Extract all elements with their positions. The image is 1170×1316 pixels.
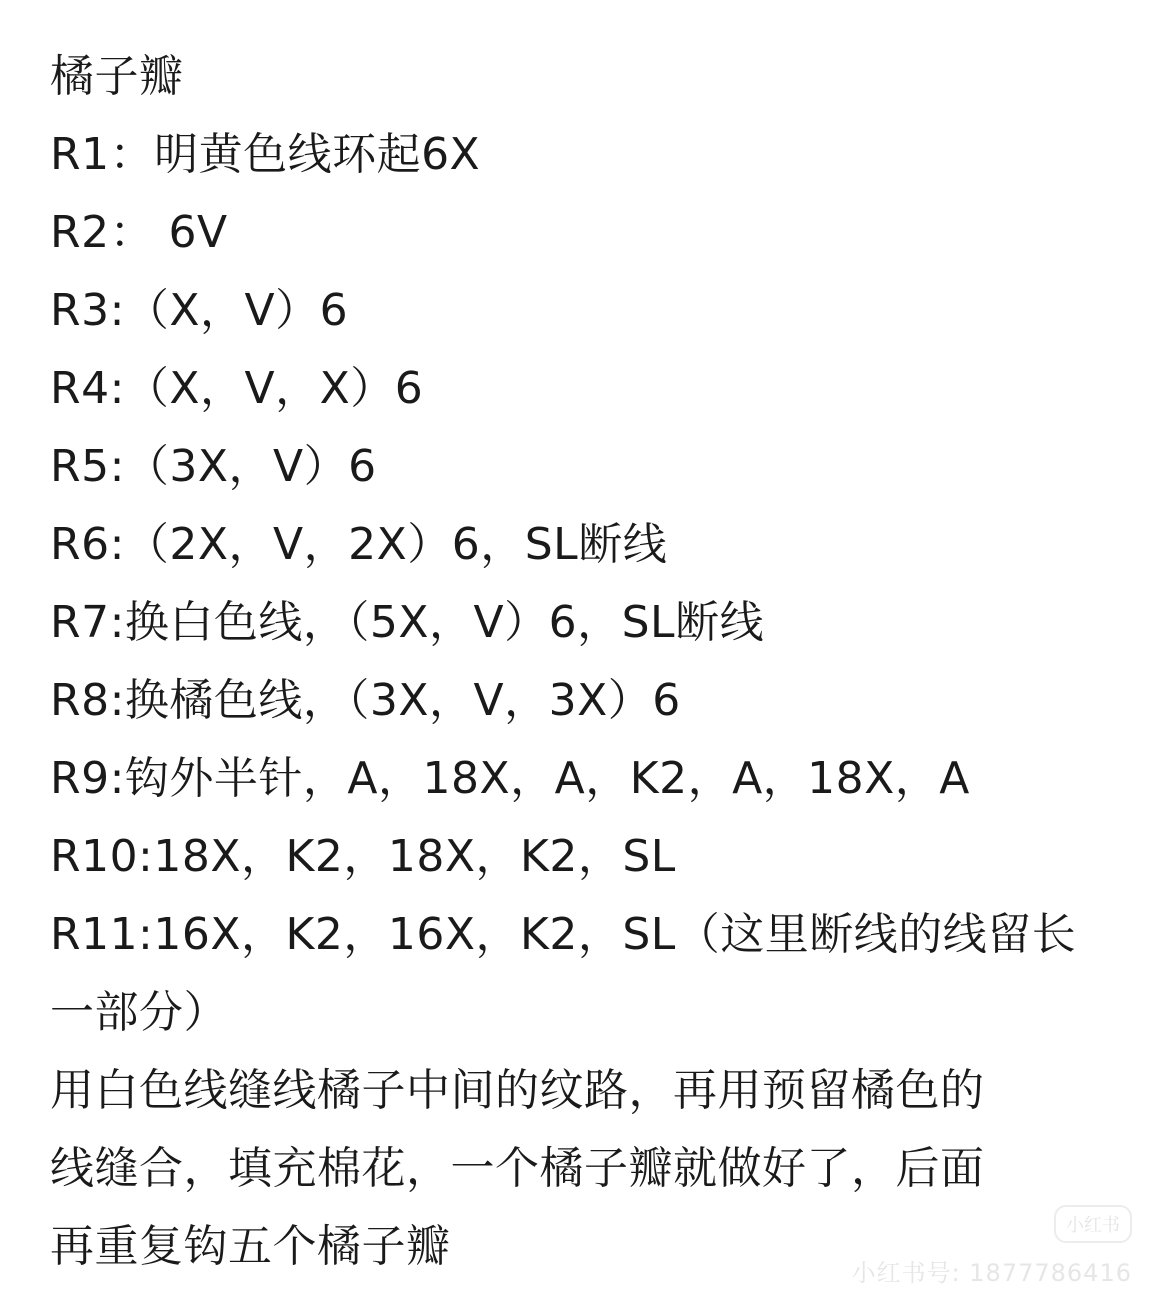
row-7: R7:换白色线，（5X，V）6，SL断线 <box>50 597 765 648</box>
row-2: R2： 6V <box>50 207 228 258</box>
row-1: R1：明黄色线环起6X <box>50 129 481 180</box>
recipe-text <box>50 38 1130 1286</box>
row-10: R10:18X，K2，18X，K2，SL <box>50 831 676 882</box>
row-4: R4:（X，V，X）6 <box>50 363 424 414</box>
watermark-logo: 小红书 <box>1054 1205 1132 1243</box>
row-5: R5:（3X，V）6 <box>50 441 377 492</box>
finishing-note-line-2: 线缝合，填充棉花，一个橘子瓣就做好了，后面 <box>50 1143 985 1194</box>
row-6: R6:（2X，V，2X）6，SL断线 <box>50 519 668 570</box>
finishing-note-line-1: 用白色线缝线橘子中间的纹路，再用预留橘色的 <box>50 1065 985 1116</box>
watermark <box>852 1205 1132 1288</box>
row-9: R9:钩外半针，A，18X，A，K2，A，18X，A <box>50 753 970 804</box>
row-3: R3:（X，V）6 <box>50 285 349 336</box>
watermark-user-id: 小红书号: 1877786416 <box>851 1259 1132 1287</box>
row-11: R11:16X，K2，16X，K2，SL（这里断线的线留长 <box>50 909 1077 960</box>
finishing-note-line-3: 再重复钩五个橘子瓣 <box>50 1221 451 1272</box>
recipe-title: 橘子瓣 <box>50 51 184 102</box>
row-11-continued: 一部分） <box>50 987 228 1038</box>
row-8: R8:换橘色线，（3X，V，3X）6 <box>50 675 681 726</box>
